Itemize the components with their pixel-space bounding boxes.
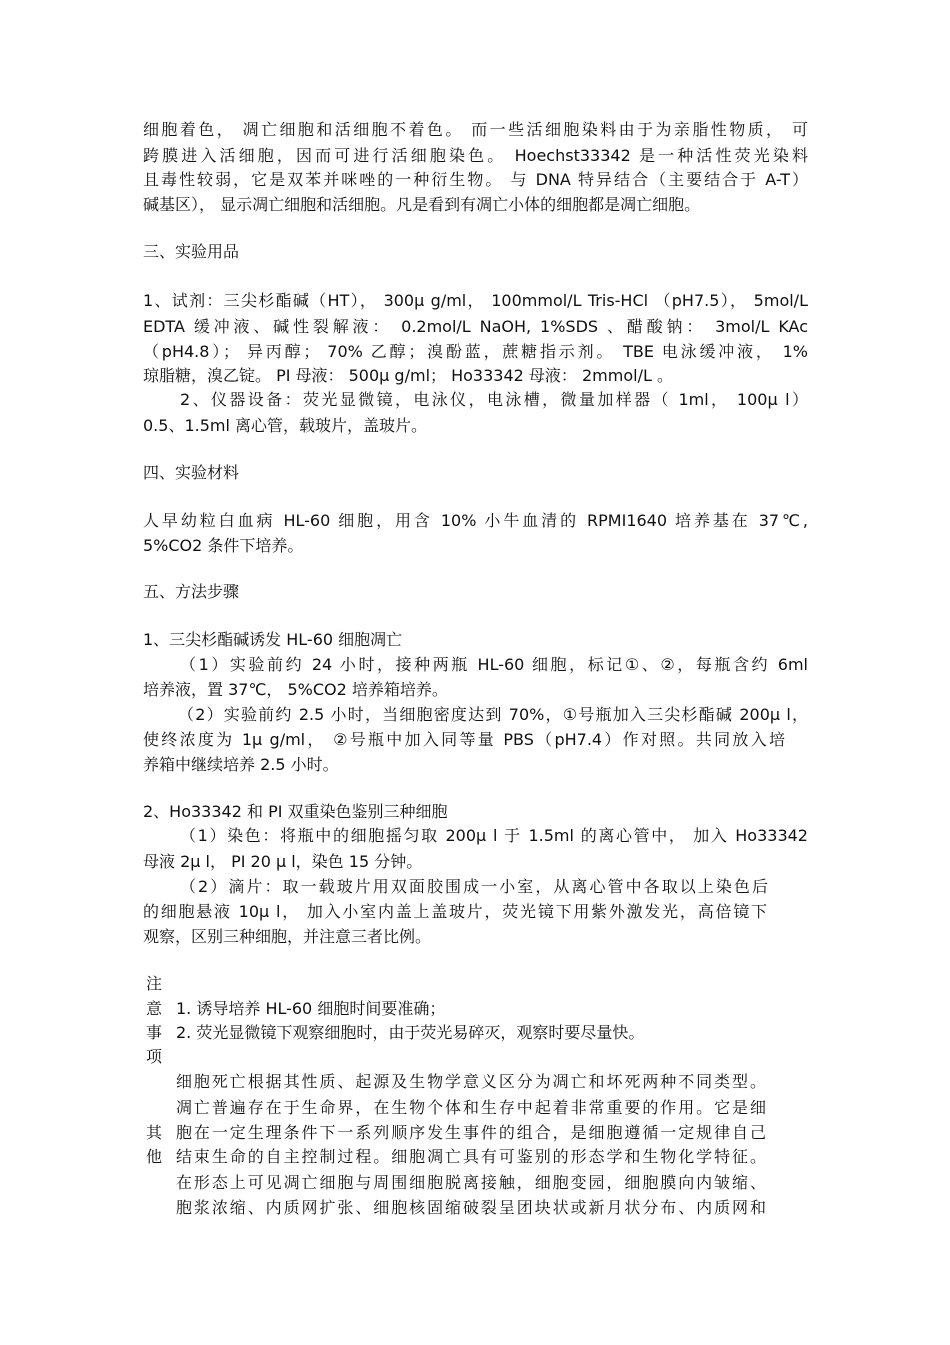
- text-line: （pH4.8）； 异丙醇； 70% 乙醇；溴酚蓝，蔗糖指示剂。 TBE 电泳缓冲液， 1%: [143, 342, 808, 361]
- text-line: 细胞死亡根据其性质、起源及生物学意义区分为凋亡和坏死两种不同类型。: [176, 1072, 766, 1091]
- text-line: 5%CO2 条件下培养。: [143, 536, 304, 555]
- notes-label-char: 事: [146, 1023, 163, 1042]
- text-line: 观察，区别三种细胞，并注意三者比例。: [143, 927, 432, 946]
- text-line: 结束生命的自主控制过程。细胞凋亡具有可鉴别的形态学和生物化学特征。: [176, 1147, 766, 1166]
- text-line: 在形态上可见凋亡细胞与周围细胞脱离接触，细胞变园，细胞膜向内皱缩、: [176, 1173, 766, 1192]
- text-line: 且毒性较弱，它是双苯并咪唑的一种衍生物。 与 DNA 特异结合（主要结合于 A-T）: [143, 170, 808, 189]
- text-line: EDTA 缓冲液、碱性裂解液： 0.2mol/L NaOH, 1%SDS 、醋酸钠： 3mol/L KAc: [143, 317, 808, 336]
- text-line: 0.5、1.5ml 离心管，载玻片，盖玻片。: [143, 416, 428, 435]
- text-line: 碱基区）， 显示凋亡细胞和活细胞。凡是看到有凋亡小体的细胞都是凋亡细胞。: [143, 195, 701, 214]
- text-line: 使终浓度为 1μ g/ml， ②号瓶中加入同等量 PBS（pH7.4）作对照。共同放入培: [143, 730, 785, 749]
- note-item: 2. 荧光显微镜下观察细胞时，由于荧光易碎灭，观察时要尽量快。: [176, 1023, 645, 1042]
- text-line: 养箱中继续培养 2.5 小时。: [143, 755, 339, 774]
- section-heading: 三、实验用品: [143, 242, 240, 261]
- other-label-char: 他: [146, 1147, 163, 1166]
- text-line: 培养液，置 37℃， 5%CO2 培养箱培养。: [143, 680, 448, 699]
- section-heading: 五、方法步骤: [143, 582, 240, 601]
- text-line: 母液 2μ l， PI 20 μ l，染色 15 分钟。: [143, 852, 423, 871]
- notes-label-char: 项: [146, 1047, 163, 1066]
- text-line: 细胞着色， 凋亡细胞和活细胞不着色。 而一些活细胞染料由于为亲脂性物质， 可: [143, 120, 808, 139]
- note-item: 1. 诱导培养 HL-60 细胞时间要准确；: [176, 999, 446, 1018]
- step-title: 2、Ho33342 和 PI 双重染色鉴别三种细胞: [143, 802, 448, 821]
- text-line: 胞浆浓缩、内质网扩张、细胞核固缩破裂呈团块状或新月状分布、内质网和: [176, 1198, 766, 1217]
- text-line: 跨膜进入活细胞，因而可进行活细胞染色。 Hoechst33342 是一种活性荧光染料: [143, 146, 808, 165]
- section-heading: 四、实验材料: [143, 463, 240, 482]
- step-title: 1、三尖杉酯碱诱发 HL-60 细胞凋亡: [143, 630, 403, 649]
- text-line: 凋亡普遍存在于生命界，在生物个体和生存中起着非常重要的作用。它是细: [176, 1098, 766, 1117]
- text-line: 琼脂糖，溴乙锭。 PI 母液： 500μ g/ml； Ho33342 母液： 2mmol/L 。: [143, 366, 673, 385]
- text-line: （2）滴片：取一载玻片用双面胶围成一小室，从离心管中各取以上染色后: [180, 877, 768, 896]
- text-line: 2、仪器设备：荧光显微镜，电泳仪，电泳槽，微量加样器（ 1ml， 100μ l）: [180, 390, 808, 409]
- text-line: （1）染色：将瓶中的细胞摇匀取 200μ l 于 1.5ml 的离心管中， 加入 Ho33342: [180, 826, 808, 845]
- notes-label-char: 注: [146, 974, 163, 993]
- other-label-char: 其: [146, 1123, 163, 1142]
- text-line: （1）实验前约 24 小时，接种两瓶 HL-60 细胞，标记①、②，每瓶含约 6ml: [180, 655, 808, 674]
- text-line: 胞在一定生理条件下一系列顺序发生事件的组合，是细胞遵循一定规律自己: [176, 1123, 766, 1142]
- text-line: 的细胞悬液 10μ l， 加入小室内盖上盖玻片，荧光镜下用紫外激发光，高倍镜下: [143, 902, 767, 921]
- text-line: 人早幼粒白血病 HL-60 细胞，用含 10% 小牛血清的 RPMI1640 培养基在 37℃,: [143, 511, 808, 530]
- text-line: （2）实验前约 2.5 小时，当细胞密度达到 70%，①号瓶加入三尖杉酯碱 200μ l，: [178, 705, 808, 724]
- notes-label-char: 意: [146, 999, 163, 1018]
- text-line: 1、试剂：三尖杉酯碱（HT）， 300μ g/ml， 100mmol/L Tris-HCl （pH7.5）， 5mol/L: [143, 291, 808, 310]
